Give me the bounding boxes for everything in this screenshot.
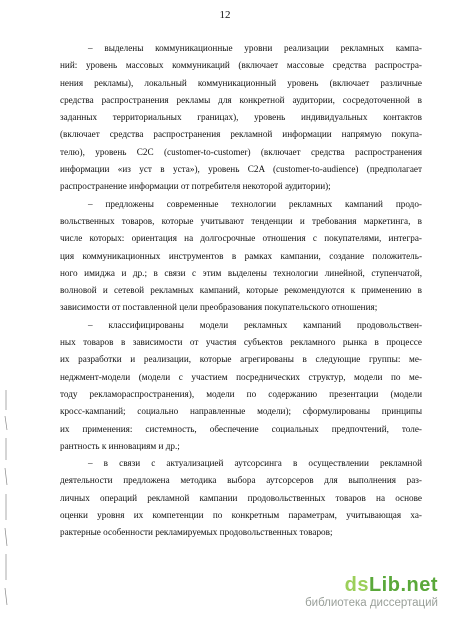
watermark (305, 574, 438, 609)
watermark-subtitle: библиотека диссертаций (305, 597, 438, 609)
watermark-logo-part: Lib.net (368, 574, 438, 596)
page-number: 12 (219, 9, 231, 21)
text-line: (включает средства распространения рекламной информации напрямую покупа- (60, 129, 422, 140)
text-line: нения рекламы), локальный коммуникационный уровень (включает различные (60, 77, 422, 88)
margin-scribble (3, 390, 10, 605)
text-line: информации «из уст в уста»), уровень C2A (customer-to-audience) (предполагает (60, 164, 422, 175)
text-line: рактерные особенности рекламируемых продовольственных товаров; (60, 527, 333, 538)
text-line: зависимости от поставленной цели преобразования покупательского отношения; (60, 302, 378, 313)
text-line: их применения: системность, обеспечение социальных предпочтений, толе- (60, 423, 422, 434)
text-line: – предложены современные технологии рекламных кампаний продо- (88, 198, 422, 209)
text-line: числе которых: ориентация на долгосрочные отношения с покупателями, интегра- (60, 233, 422, 244)
text-line: телю), уровень C2C (customer-to-customer) (включает средства распространения (60, 146, 422, 157)
watermark-logo (305, 574, 438, 597)
text-line: ных товаров в зависимости от участия субъектов рекламного рынка в процессе (60, 337, 422, 348)
paragraph (60, 317, 422, 455)
watermark-logo-part: ds (344, 574, 369, 596)
text-line: средства распространения рекламы для конкретной аудитории, сосредоточенной в (60, 94, 422, 105)
text-line: – классифицированы модели рекламных кампаний продовольствен- (88, 319, 422, 330)
text-line: оценки уровня их компетенции по конкретным параметрам, учитывающая ха- (60, 510, 422, 521)
text-line: – выделены коммуникационные уровни реализации рекламных кампа- (88, 43, 422, 53)
text-line: ний: уровень массовых коммуникаций (включает массовые средства распростра- (60, 60, 422, 71)
text-line: кросс-кампаний; социально направленные модели); сформулированы принципы (60, 406, 422, 417)
text-line: личных операций рекламной кампании продовольственных товаров на основе (60, 492, 422, 503)
paragraph (60, 455, 422, 541)
text-line: ция коммуникационных инструментов в рамках кампании, создание положитель- (60, 250, 422, 261)
document-body (60, 40, 422, 542)
text-line: тоду рекламораспространения), модели по содержанию презентации (модели (60, 388, 422, 399)
text-line: заданных территориальных границах), уровень индивидуальных контактов (60, 112, 422, 123)
text-line: ного имиджа и др.; в связи с этим выделены технологии линейной, ступенчатой, (60, 267, 422, 278)
text-line: вольственных товаров, которые учитывают тенденции и требования маркетинга, в (60, 215, 422, 226)
text-line: рантность к инновациям и др.; (60, 440, 180, 451)
text-line: распространение информации от потребителя некоторой аудитории); (60, 181, 331, 192)
paragraph (60, 40, 422, 196)
text-line: – в связи с актуализацией аутсорсинга в осуществлении рекламной (88, 458, 422, 469)
text-line: их разработки и реализации, которые агрегированы в следующие группы: ме- (60, 354, 422, 365)
text-line: деятельности предложена методика выбора аутсорсеров для выполнения раз- (60, 475, 422, 486)
paragraph (60, 196, 422, 317)
text-line: неджмент-модели (модели с участием посреднических структур, модели по ме- (60, 371, 422, 382)
text-line: волновой и сетевой рекламных кампаний, которые рекомендуются к применению в (60, 285, 422, 296)
